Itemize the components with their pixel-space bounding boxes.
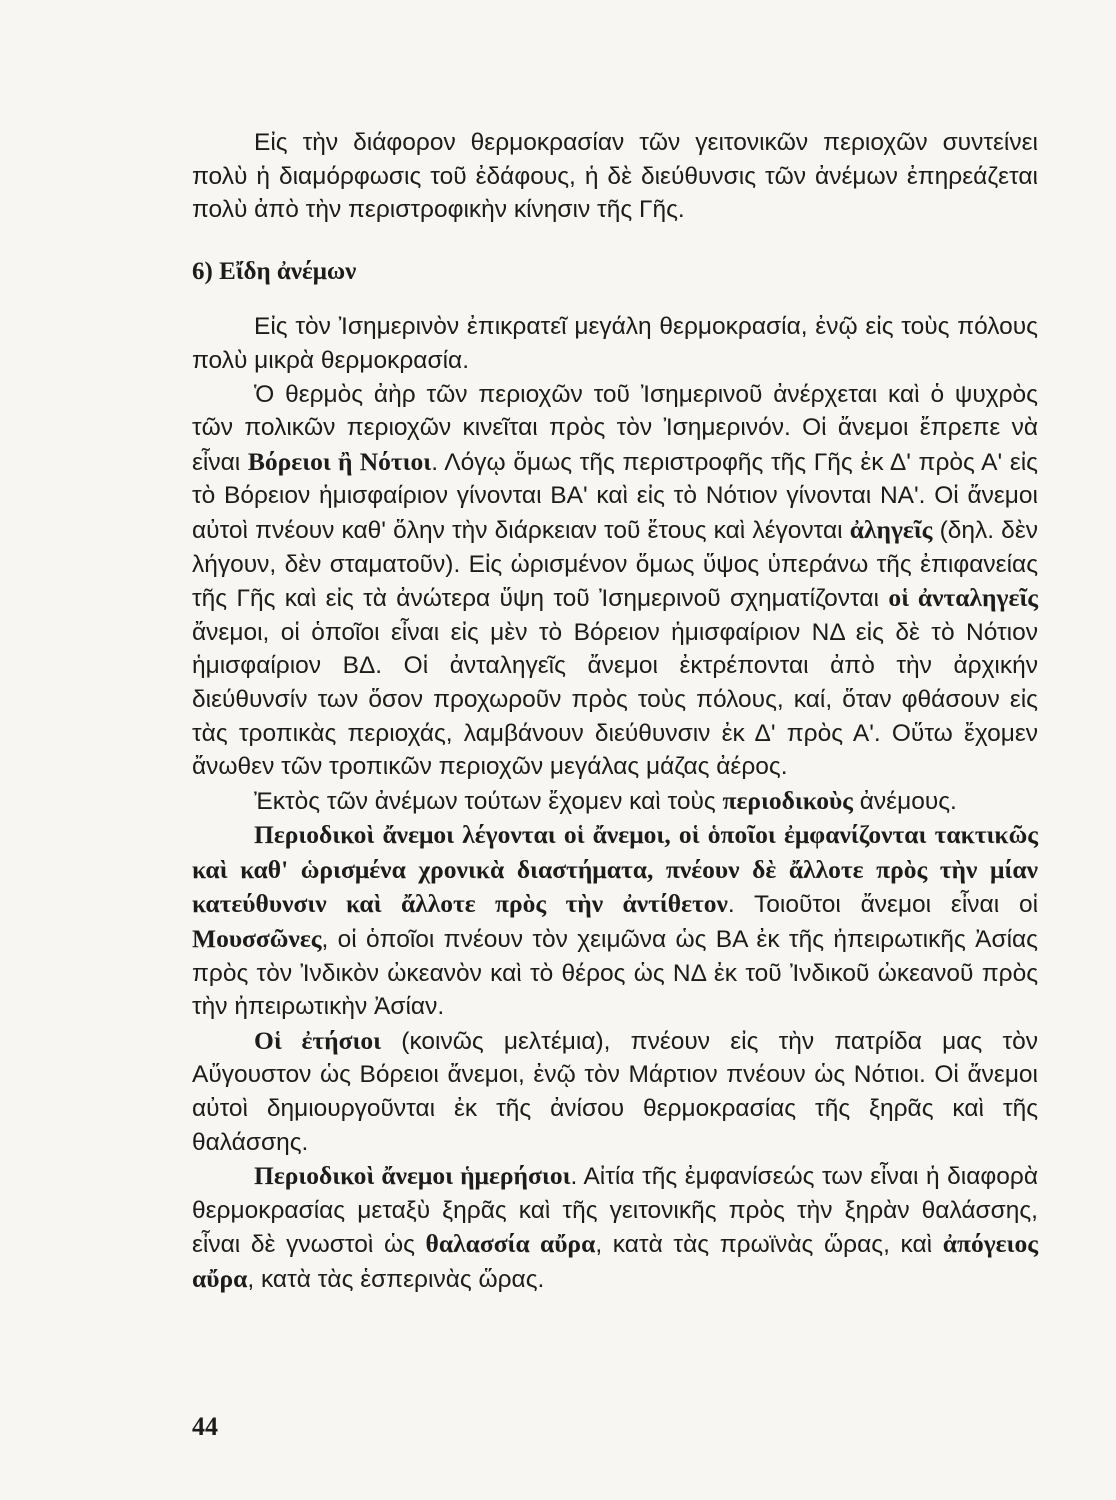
paragraph-1: Εἰς τὴν διάφορον θερμοκρασίαν τῶν γειτονικῶν περιοχῶν συντείνει πολὺ ἡ διαμόρφωσις τοῦ ἐδάφους, ἡ δὲ διεύθυνσις τῶν ἀνέμων ἐπηρεάζεται πολὺ ἀπὸ τὴν περιστροφικὴν κίνησιν τῆς Γῆς. [192, 129, 1038, 224]
term-alegeis: ἀληγεῖς [849, 514, 933, 544]
paragraph-4: Ἐκτὸς τῶν ἀνέμων τούτων ἔχομεν καὶ τοὺς περιοδικοὺς ἀνέμους. [254, 785, 957, 815]
paragraph-5: Περιοδικοὶ ἄνεμοι λέγονται οἱ ἄνεμοι, οἱ ὁποῖοι ἐμφανίζονται τακτικῶς καὶ καθ' ὡρισμένα χρονικὰ διαστήματα, πνέουν δὲ ἄλλοτε πρὸς τὴν μίαν κατεύθυνσιν καὶ ἄλλοτε πρὸς τὴν ἀντίθετον. Τοιοῦτοι ἄνεμοι εἶναι οἱ Μουσσῶνες, οἱ ὁποῖοι πνέουν τὸν χειμῶνα ὡς ΒΑ ἐκ τῆς ἠπειρωτικῆς Ἀσίας πρὸς τὸν Ἰνδικὸν ὠκεανὸν καὶ τὸ θέρος ὡς ΝΔ ἐκ τοῦ Ἰνδικοῦ ὠκεανοῦ πρὸς τὴν ἠπειρωτικὴν Ἀσίαν. [192, 820, 1039, 1021]
term-apogeios-avra: ἀπόγειος αὔρα [192, 1229, 1038, 1293]
section-heading: 6) Εἴδη ἀνέμων [192, 257, 357, 285]
term-etesioi: Οἱ ἐτήσιοι [254, 1025, 382, 1055]
term-boreioi-notioi: Βόρειοι ἢ Νότιοι [247, 446, 432, 476]
definition-periodic-winds: Περιοδικοὶ ἄνεμοι λέγονται οἱ ἄνεμοι, οἱ ὁποῖοι ἐμφανίζονται τακτικῶς καὶ καθ' ὡρισμένα χρονικὰ διαστήματα, πνέουν δὲ ἄλλοτε πρὸς τὴν μίαν κατεύθυνσιν καὶ ἄλλοτε πρὸς τὴν ἀντίθετον [192, 820, 1038, 919]
paragraph-7: Περιοδικοὶ ἄνεμοι ἡμερήσιοι. Αἰτία τῆς ἐμφανίσεώς των εἶναι ἡ διαφορὰ θερμοκρασίας μεταξὺ ξηρᾶς καὶ τῆς γειτονικῆς πρὸς τὴν ξηρὰν θαλάσσης, εἶναι δὲ γνωστοὶ ὡς θαλασσία αὔρα, κατὰ τὰς πρωϊνὰς ὥρας, καὶ ἀπόγειος αὔρα, κατὰ τὰς ἑσπερινὰς ὥρας. [192, 1161, 1039, 1293]
term-moussones: Μουσσῶνες [192, 924, 322, 954]
term-thalassia-avra: θαλασσία αὔρα [425, 1229, 596, 1259]
paragraph-3: Ὁ θερμὸς ἀὴρ τῶν περιοχῶν τοῦ Ἰσημερινοῦ ἀνέρχεται καὶ ὁ ψυχρὸς τῶν πολικῶν περιοχῶν κινεῖται πρὸς τὸν Ἰσημερινόν. Οἱ ἄνεμοι ἔπρεπε νὰ εἶναι Βόρειοι ἢ Νότιοι. Λόγῳ ὅμως τῆς περιστροφῆς τῆς Γῆς ἐκ Δ' πρὸς Α' εἰς τὸ Βόρειον ἡμισφαίριον γίνονται ΒΑ' καὶ εἰς τὸ Νότιον γίνονται ΝΑ'. Οἱ ἄνεμοι αὐτοὶ πνέουν καθ' ὅλην τὴν διάρκειαν τοῦ ἔτους καὶ λέγονται ἀληγεῖς (δηλ. δὲν λήγουν, δὲν σταματοῦν). Εἰς ὡρισμένον ὅμως ὕψος ὑπεράνω τῆς ἐπιφανείας τῆς Γῆς καὶ εἰς τὰ ἀνώτερα ὕψη τοῦ Ἰσημερινοῦ σχηματίζονται οἱ ἀνταληγεῖς ἄνεμοι, οἱ ὁποῖοι εἶναι εἰς μὲν τὸ Βόρειον ἡμισφαίριον ΝΔ εἰς δὲ τὸ Νότιον ἡμισφαίριον ΒΔ. Οἱ ἀνταληγεῖς ἄνεμοι ἐκτρέπονται ἀπὸ τὴν ἀρχικήν διεύθυνσίν των ὅσον προχωροῦν πρὸς τοὺς πόλους, καί, ὅταν φθάσουν εἰς τὰς τροπικὰς περιοχάς, λαμβάνουν διεύθυνσιν ἐκ Δ' πρὸς Α'. Οὕτω ἔχομεν ἄνωθεν τῶν τροπικῶν περιοχῶν μεγάλας μάζας ἀέρος. [192, 380, 1039, 781]
term-daily-periodic-winds: Περιοδικοὶ ἄνεμοι ἡμερήσιοι [254, 1161, 571, 1191]
term-periodikous: περιοδικοὺς [722, 785, 853, 815]
paragraph-2: Εἰς τὸν Ἰσημερινὸν ἐπικρατεῖ μεγάλη θερμοκρασία, ἐνῷ εἰς τοὺς πόλους πολὺ μικρὰ θερμοκρασία. [192, 313, 1038, 374]
body-text [192, 126, 1038, 1297]
term-antalegeis: οἱ ἀνταληγεῖς [888, 583, 1039, 613]
paragraph-6: Οἱ ἐτήσιοι (κοινῶς μελτέμια), πνέουν εἰς τὴν πατρίδα μας τὸν Αὔγουστον ὡς Βόρειοι ἄνεμοι, ἐνῷ τὸν Μάρτιον πνέουν ὡς Νότιοι. Οἱ ἄνεμοι αὐτοὶ δημιουργοῦνται ἐκ τῆς ἀνίσου θερμοκρασίας τῆς ξηρᾶς καὶ τῆς θαλάσσης. [192, 1025, 1038, 1156]
page-number: 44 [192, 1412, 218, 1441]
